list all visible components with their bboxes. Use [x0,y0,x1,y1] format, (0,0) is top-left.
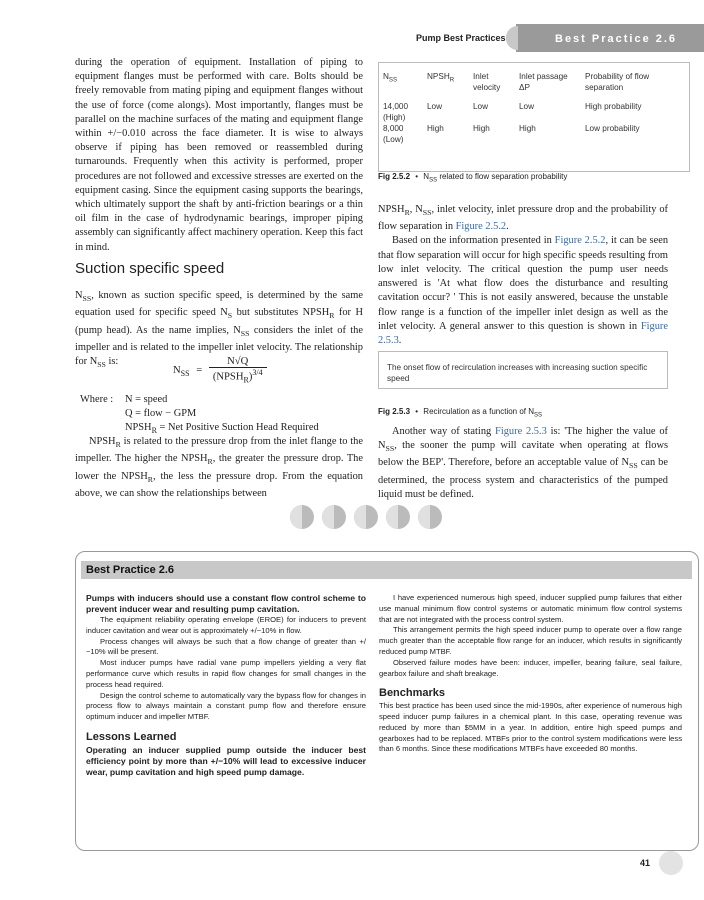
table-header: Inlet velocity [473,72,501,92]
figure-2-5-2-caption [378,172,567,184]
table-cell: Low probability [585,124,640,133]
eq-lhs: N [173,364,181,376]
bp-paragraph: Observed failure modes have been: inducer, impeller, bearing failure, seal failure, gearbox failure and shaft breakage. [379,657,682,678]
where-meaning: speed [143,394,168,405]
bp-paragraph: Process changes will always be such that a flow change of greater than +/−10% will be present. [86,636,366,657]
table-header-row [379,71,689,93]
figure-2-5-3-caption [378,407,542,419]
nss-equation [173,356,267,385]
benchmarks-text: This best practice has been used since the mid-1990s, after experience of numerous high speed inducer pump failures in a chemical plant. In this case, operating revenue was reduced by more than $5MM in a year. In addition, entire high speed pumps and gearboxes had to be replaced. MTBFs prior to the control system modifications were less than 6 months. Since these modifications MTBFs have exceeded 80 months. [379,701,682,754]
table-header: Probability of flow separation [585,72,650,92]
left-para-2-text: $N_{SS}$, known as suction specific speed, is determined by the same equation used for specific speed $N_S$ but substitutes $NPSH_R$ for H (pump head). As the name implies, $N_{SS}$ considers the inlet of the impeller and is related to the impeller inlet velocity. The relationship for $N_{SS}$ is: [75,290,363,370]
eq-den-close: ) [248,371,253,383]
bp-paragraph: I have experienced numerous high speed, inducer supplied pump failures that either use manual minimum flow control systems or automatic minimum flow control systems that are not integrated with the process control system. [379,593,682,624]
where-meaning: flow − GPM [143,408,197,420]
dot-icon [290,505,314,529]
table-row [379,123,689,145]
figure-2-5-2-table [378,62,690,172]
header-circle-half-icon [506,26,518,50]
table-cell: Low [473,102,489,111]
page-number: 41 [640,858,651,868]
left-para-3-text: $NPSH_R$ is related to the pressure drop from the inlet flange to the impeller. The higher the $NPSH_R$, the greater the pressure drop. The lower the $NPSH_R$, the less the pressure drop. From the equation above, we can show the relationships between [75,436,363,499]
text-run: , it can be seen that flow separation will occur for high specific speeds resulting from low inlet velocity. The critical question the pump user needs answered is 'At what flow does the disturbance and resulting cavitation occur? ' This is not easily answered, because the unstable flow range is a function of the impeller inlet design as well as the inlet velocity. A general answer to this question is shown in [378,235,669,332]
table-cell: High probability [585,102,642,111]
table-header: $NPSH_R$ [427,72,455,84]
where-label: Where : [80,394,114,405]
table-cell: Low [519,102,535,111]
figure-2-5-3-box [378,351,668,389]
where-eq: = [135,394,141,405]
bp-paragraph: The equipment reliability operating envelope (EROE) for inducers to prevent inducer cavitation and wear out is approximately +/−10% in flow. [86,615,366,635]
caption-bullet: • [415,172,419,181]
bp-paragraph: Most inducer pumps have radial vane pump impellers yielding a very flat performance curve which results in rapid flow changes for small changes in the process head required. [86,658,366,689]
right-para-1-text [378,203,668,234]
text-run: Another way of stating [392,426,496,437]
caption-label: Fig 2.5.3 [378,407,411,416]
right-para-2-text [378,234,668,348]
text-run: Based on the information presented in [392,235,555,247]
table-cell: 14,000 (High) [383,102,409,122]
decorative-dots [290,505,442,529]
figure-2-5-3-text: The onset flow of recirculation increases with increasing suction specific speed [387,363,648,383]
where-item [125,393,319,407]
eq-den-sub: R [243,375,249,385]
right-para-3 [378,425,668,502]
table-cell: High [427,124,444,133]
where-symbol: NPSH [125,422,152,434]
header-tab-label: Best Practice 2.6 [555,33,678,45]
table-cell: Low [427,102,443,111]
dot-icon [386,505,410,529]
bp-lead: Pumps with inducers should use a constant flow control scheme to prevent inducer wear and resulting pump cavitation. [86,593,366,614]
dot-icon [322,505,346,529]
caption-text: Recirculation as a function of $N_{SS}$ [423,407,543,419]
running-title: Pump Best Practices [416,33,506,43]
where-sub: R [151,426,157,436]
nss-table [379,71,689,145]
where-symbol: N [125,394,133,405]
dot-icon [418,505,442,529]
text-run: is: 'The higher the value of $N_{SS}$, the sooner the pump will cavitate when operating at flows below the BEP'. Therefore, before an acceptable value of $N_{SS}$ can be determined, the process system and characteristics of the pumped liquid must be defined. [378,426,669,500]
lessons-learned-heading: Lessons Learned [86,730,177,743]
right-para-1 [378,203,668,348]
where-eq: = [135,408,141,420]
table-header: $N_{SS}$ [383,72,398,84]
left-para-1 [75,56,363,255]
right-para-3-text [378,425,668,502]
figure-link[interactable]: Figure 2.5.2 [554,235,606,247]
section-heading: Suction specific speed [75,260,225,277]
eq-denominator [209,368,267,385]
figure-link[interactable]: Figure 2.5.3 [495,426,547,437]
eq-lhs-sub: SS [180,368,190,378]
table-header: Inlet passage ΔP [519,72,568,92]
where-eq: = [159,422,166,434]
table-cell: High [473,124,490,133]
eq-fraction [209,356,267,385]
bp-paragraph: This arrangement permits the high speed inducer pump to operate over a flow range much greater than the acceptable flow range for an inducer, which results in significantly reduced pump MTBF. [379,625,682,656]
eq-numerator: N√Q [209,356,267,368]
caption-label: Fig 2.5.2 [378,172,411,181]
left-para-1-text: during the operation of equipment. Installation of piping to equipment flanges must be performed with care. Bolts should be freely removable from mating piping and equipment flanges without the use of force (come alongs). Most importantly, flanges must be parallel on the machine surfaces of the mating and equipment flange within +/−0.010 across the face diameter. It is wise to always observe if piping has been removed or reassembled during turnarounds. Frequently when this activity is performed, proper procedures are not followed and excessive stresses are exerted on the equipment casing. Since the equipment casing supports the bearings, which ultimately support the shaft by anti-friction bearings or a thin oil film in the case of hydrodynamic bearings, improper piping assembly can significantly affect machinery operation. Keep this fact in mind. [75,57,363,253]
caption-bullet: • [415,407,419,416]
eq-exponent: 3/4 [252,368,263,377]
table-cell: 8,000 (Low) [383,124,404,144]
where-symbol: Q [125,408,133,420]
dot-icon [354,505,378,529]
page-circle-icon [659,851,683,875]
best-practice-right-column [379,593,682,755]
text-run: . [398,334,402,346]
best-practice-title: Best Practice 2.6 [86,564,175,576]
where-item [125,407,319,421]
figure-link[interactable]: Figure 2.5.3 [378,320,668,346]
text-run: . [506,221,509,233]
where-block [80,393,370,439]
table-cell: High [519,124,536,133]
left-para-3 [75,435,363,501]
text-run: $NPSH_R$, $N_{SS}$, inlet velocity, inlet pressure drop and the probability of flow separation in [378,204,669,233]
figure-link[interactable]: Figure 2.5.2 [455,221,507,233]
caption-text: $N_{SS}$ related to flow separation probability [423,172,568,184]
bp-paragraph: Design the control scheme to automatically vary the bypass flow for changes in process flow to always maintain a constant pump flow and therefore ensure optimum inducer and impeller MTBF. [86,690,366,722]
benchmarks-heading: Benchmarks [379,687,446,700]
eq-equals: = [196,364,203,376]
where-meaning: Net Positive Suction Head Required [168,422,319,434]
eq-den-base: (NPSH [212,371,244,383]
best-practice-left-column [86,593,366,778]
table-row [379,101,689,123]
lessons-learned-text: Operating an inducer supplied pump outside the inducer best efficiency point by more than +/−10% will lead to excessive inducer wear, pump cavitation and high speed pump damage. [86,744,366,777]
